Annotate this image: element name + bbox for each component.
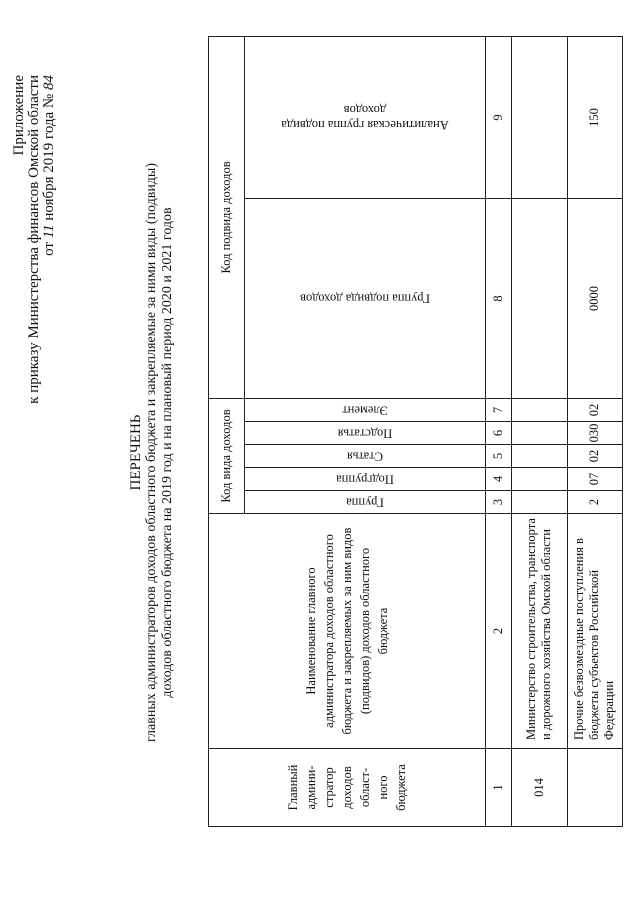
appendix-block bbox=[12, 75, 57, 404]
header-element: Элемент bbox=[245, 398, 486, 421]
header-subtype-group: Группа подвида доходов bbox=[245, 198, 486, 398]
date-prefix: от bbox=[41, 242, 57, 256]
document-title bbox=[128, 0, 176, 905]
row-name: Прочие безвозмездные поступления в бюджеты субъектов Российской Федерации bbox=[567, 514, 622, 749]
header-article: Статья bbox=[245, 445, 486, 468]
title-heading: ПЕРЕЧЕНЬ bbox=[128, 414, 144, 491]
header-name: Наименование главного администратора доходов областного бюджета и закрепляемых за ним видов (подвидов) доходов областного бюджета bbox=[209, 514, 486, 749]
header-subarticle: Подстатья bbox=[245, 422, 486, 445]
revenue-table bbox=[208, 36, 623, 827]
header-analytic-group: Аналитическая группа подвида доходов bbox=[245, 36, 486, 198]
order-number: 84 bbox=[41, 75, 57, 90]
header-group: Группа bbox=[245, 491, 486, 514]
table-row bbox=[512, 36, 567, 826]
appendix-title: Приложение bbox=[11, 75, 27, 156]
table-row: Прочие безвозмездные поступления в бюджеты субъектов Российской Федерации 2 07 02 030 02 0000 150 bbox=[567, 36, 622, 826]
row-name: Министерство строительства, транспорта и дорожного хозяйства Омской области bbox=[512, 514, 567, 749]
row-admin bbox=[567, 749, 622, 827]
title-line1: главных администраторов доходов областного бюджета и закрепляемые за ними виды (подвиды) bbox=[144, 162, 159, 743]
date-day: 11 bbox=[41, 224, 57, 239]
header-subgroup: Подгруппа bbox=[245, 468, 486, 491]
title-line2: доходов областного бюджета на 2019 год и на плановый период 2020 и 2021 годов bbox=[160, 207, 175, 698]
column-number-row: 1 2 3 4 5 6 7 8 9 bbox=[485, 36, 511, 826]
header-admin: Главный админи-стратор доходов област-ного бюджета bbox=[209, 749, 486, 827]
header-subtype-code: Код подвида доходов bbox=[209, 36, 245, 398]
header-income-type-code: Код вида доходов bbox=[209, 398, 245, 513]
appendix-date bbox=[42, 75, 57, 404]
appendix-order: к приказу Министерства финансов Омской области bbox=[26, 75, 42, 404]
date-mid: ноября 2019 года № bbox=[41, 93, 57, 221]
row-admin: 014 bbox=[512, 749, 567, 827]
